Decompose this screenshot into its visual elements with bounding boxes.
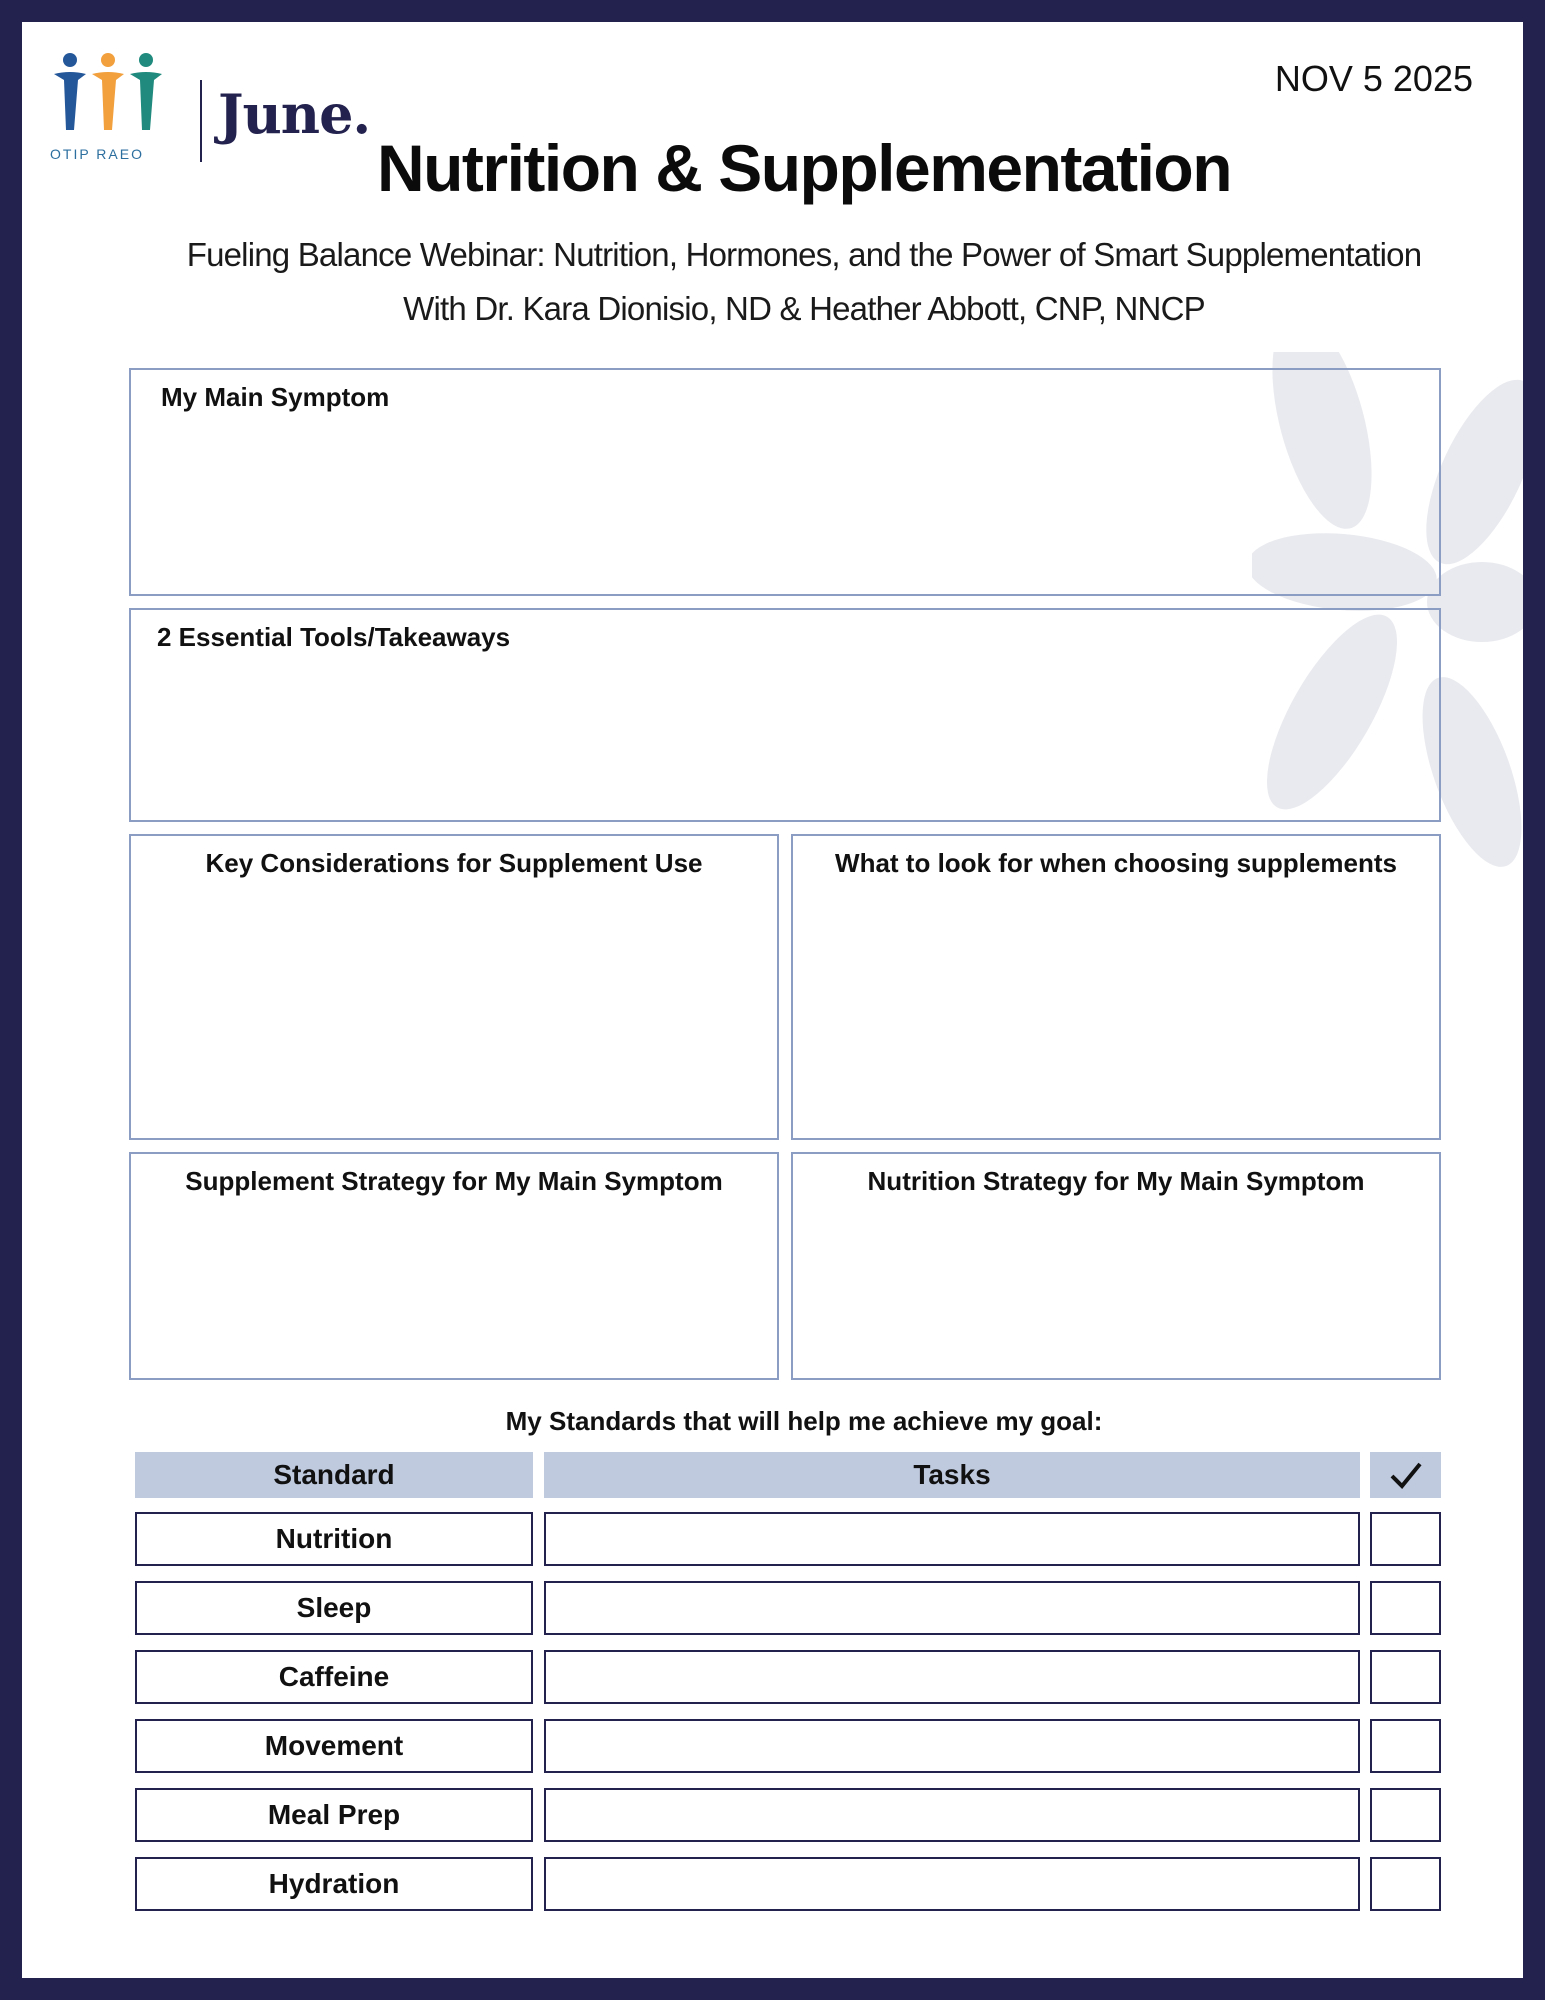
checkbox-sleep[interactable] (1370, 1581, 1441, 1635)
standard-column-header: Standard (135, 1452, 533, 1498)
presenters-line: With Dr. Kara Dionisio, ND & Heather Abbott, CNP, NNCP (403, 290, 1205, 327)
nutrition-strategy-box[interactable] (791, 1152, 1441, 1380)
standards-heading: My Standards that will help me achieve my goal: (505, 1406, 1103, 1436)
main-symptom-label: My Main Symptom (161, 382, 390, 412)
webinar-subtitle: Fueling Balance Webinar: Nutrition, Hormones, and the Power of Smart Supplementation (186, 236, 1422, 273)
task-input-nutrition[interactable] (544, 1512, 1360, 1566)
task-input-hydration[interactable] (544, 1857, 1360, 1911)
task-input-sleep[interactable] (544, 1581, 1360, 1635)
standard-cell-meal-prep: Meal Prep (135, 1788, 533, 1842)
check-column-header (1370, 1452, 1441, 1498)
standard-cell-nutrition: Nutrition (135, 1512, 533, 1566)
checkbox-movement[interactable] (1370, 1719, 1441, 1773)
task-input-caffeine[interactable] (544, 1650, 1360, 1704)
takeaways-label: 2 Essential Tools/Takeaways (157, 622, 511, 652)
checkbox-hydration[interactable] (1370, 1857, 1441, 1911)
key-considerations-label: Key Considerations for Supplement Use (205, 848, 703, 878)
date: NOV 5 2025 (1274, 58, 1473, 99)
otip-raeo-logo-text: OTIP RAEO (50, 146, 144, 162)
what-to-look-for-label: What to look for when choosing supplements (835, 848, 1397, 878)
worksheet-page (22, 22, 1523, 1978)
standard-cell-movement: Movement (135, 1719, 533, 1773)
checkbox-nutrition[interactable] (1370, 1512, 1441, 1566)
standard-cell-sleep: Sleep (135, 1581, 533, 1635)
june-logo-text: June. (218, 82, 371, 146)
task-input-meal-prep[interactable] (544, 1788, 1360, 1842)
person-figure-teal-icon (126, 50, 166, 132)
takeaways-box[interactable] (129, 608, 1441, 822)
person-figure-blue-icon (50, 50, 90, 132)
page-title: Nutrition & Supplementation (376, 131, 1232, 205)
person-figure-orange-icon (88, 50, 128, 132)
tasks-column-header: Tasks (544, 1452, 1360, 1498)
standard-cell-hydration: Hydration (135, 1857, 533, 1911)
check-icon (1386, 1452, 1426, 1498)
checkbox-caffeine[interactable] (1370, 1650, 1441, 1704)
nutrition-strategy-label: Nutrition Strategy for My Main Symptom (867, 1166, 1365, 1196)
supplement-strategy-box[interactable] (129, 1152, 779, 1380)
what-to-look-for-box[interactable] (791, 834, 1441, 1140)
supplement-strategy-label: Supplement Strategy for My Main Symptom (185, 1166, 723, 1196)
key-considerations-box[interactable] (129, 834, 779, 1140)
standard-cell-caffeine: Caffeine (135, 1650, 533, 1704)
main-symptom-box[interactable] (129, 368, 1441, 596)
task-input-movement[interactable] (544, 1719, 1360, 1773)
checkbox-meal-prep[interactable] (1370, 1788, 1441, 1842)
